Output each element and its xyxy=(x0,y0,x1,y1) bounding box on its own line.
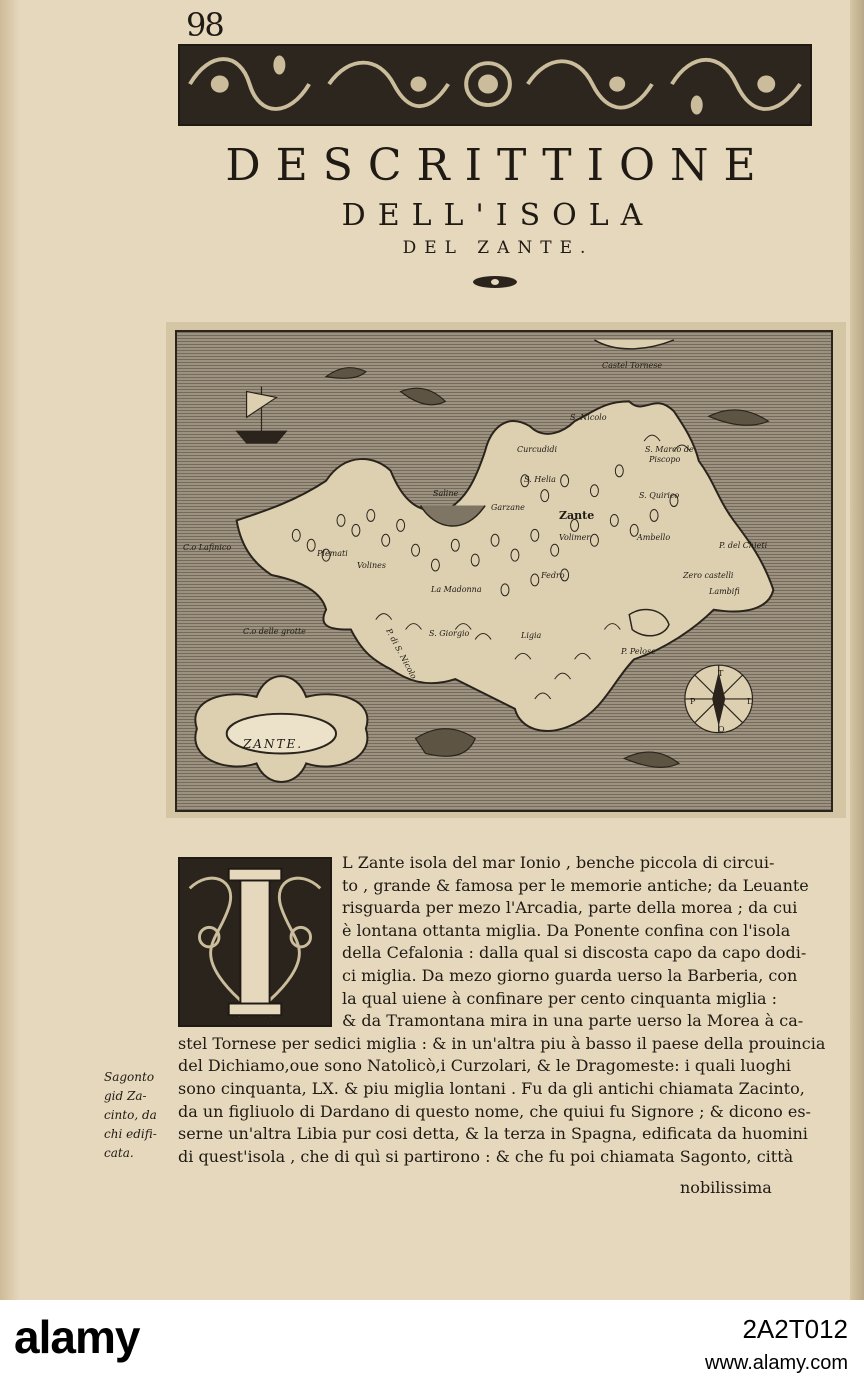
label-s-nicolo-north: S. Nicolo xyxy=(570,413,607,422)
footer-url: www.alamy.com xyxy=(705,1352,848,1374)
page-edge xyxy=(850,0,864,1300)
label-piscopo: Piscopo xyxy=(649,455,681,464)
compass-letter-n: T xyxy=(718,669,724,678)
title-line-1: DESCRITTIONE xyxy=(225,140,771,191)
body-line-14: di quest'isola , che di quì si partirono : & che fu poi chiamata Sagonto, città xyxy=(178,1146,794,1166)
margin-note-line: cinto, da xyxy=(104,1108,157,1122)
body-line-7: la qual uiene à confinare per cento cinquanta miglia : xyxy=(342,988,777,1008)
title-line-3: DEL ZANTE. xyxy=(402,238,594,258)
label-s-quirico: S. Quirico xyxy=(639,491,680,500)
label-s-giorgio: S. Giorgio xyxy=(429,629,470,638)
label-p-pelose: P. Pelose xyxy=(621,647,656,656)
fleuron-ornament xyxy=(470,272,520,292)
compass-letter-w: P xyxy=(690,697,696,706)
margin-note xyxy=(104,1068,176,1163)
gutter-shadow xyxy=(0,0,20,1300)
label-zante: Zante xyxy=(559,509,595,522)
margin-note-line: Sagonto xyxy=(104,1070,155,1084)
compass-letter-s: O xyxy=(718,725,725,734)
map-plate xyxy=(166,322,846,818)
ship-icon xyxy=(237,387,287,444)
label-p-s-nicolo: P. di S. Nicolo xyxy=(384,627,419,681)
label-castel-tornese: Castel Tornese xyxy=(602,361,663,370)
label-zero-castelli: Zero castelli xyxy=(683,571,734,580)
label-plemati: Plemati xyxy=(317,549,348,558)
body-line-10: del Dichiamo,oue sono Natolicò,i Curzolari, & le Dragomeste: i quali luoghi xyxy=(178,1056,792,1076)
page-number: 98 xyxy=(186,6,223,44)
decorated-initial-I xyxy=(178,857,332,1027)
cartouche-ornament xyxy=(195,676,367,782)
catchword: nobilissima xyxy=(680,1178,772,1197)
label-s-marco: S. Marco de xyxy=(645,445,694,454)
label-p-chieti: P. del Chieti xyxy=(719,541,768,550)
body-line-2: to , grande & famosa per le memorie antiche; da Leuante xyxy=(342,875,809,895)
label-garzane: Garzane xyxy=(491,503,525,512)
body-line-6: ci miglia. Da mezo giorno guarda uerso la Barberia, con xyxy=(342,966,798,985)
label-la-madonna: La Madonna xyxy=(431,585,482,594)
map-of-zante xyxy=(175,330,833,812)
body-line-9: stel Tornese per sedici miglia : & in un'altra piu à basso il paese della prouincia xyxy=(178,1033,826,1053)
body-line-4: è lontana ottanta miglia. Da Ponente confina con l'isola xyxy=(342,920,791,940)
alamy-logo: alamy xyxy=(14,1311,140,1363)
ornamental-header-band xyxy=(178,44,812,126)
body-line-5: della Cefalonia : dalla qual si discosta capo da capo dodi- xyxy=(342,943,807,963)
label-c-grotte: C.o delle grotte xyxy=(243,627,306,636)
label-saline: Saline xyxy=(433,489,459,498)
cartouche-title: ZANTE. xyxy=(242,737,304,751)
body-line-13: serne un'altra Libia pur cosi detta, & la terza in Spagna, edificata da huomini xyxy=(178,1124,808,1144)
label-ligia: Ligia xyxy=(521,631,542,640)
label-curcudidi: Curcudidi xyxy=(517,445,558,454)
label-lambifi: Lambifi xyxy=(709,587,740,596)
label-fedro: Fedro xyxy=(541,571,565,580)
body-line-11: sono cinquanta, LX. & piu miglia lontani . Fu da gli antichi chiamata Zacinto, xyxy=(178,1079,805,1098)
margin-note-line: chi edifi- xyxy=(104,1127,157,1141)
label-ambello: Ambello xyxy=(637,533,671,542)
label-c-lafinico: C.o Lafinico xyxy=(183,543,232,552)
body-line-8: & da Tramontana mira in una parte uerso la Morea à ca- xyxy=(342,1011,804,1031)
image-id: 2A2T012 xyxy=(742,1314,848,1344)
body-line-1: L Zante isola del mar Ionio , benche piccola di circui- xyxy=(342,853,775,872)
label-s-helia: S. Helia xyxy=(524,475,556,484)
body-line-3: risguarda per mezo l'Arcadia, parte della morea ; da cui xyxy=(342,898,798,918)
margin-note-line: cata. xyxy=(104,1146,134,1160)
label-volines: Volines xyxy=(357,561,386,570)
castel-tornese-coast xyxy=(594,340,674,349)
compass-letter-e: L xyxy=(747,697,753,706)
body-line-12: da un figliuolo di Dardano di questo nome, che quiui fu Signore ; & dicono es- xyxy=(178,1101,811,1121)
margin-note-line: gid Za- xyxy=(104,1089,147,1103)
label-volimer: Volimer xyxy=(559,533,591,542)
title-line-2: DELL'ISOLA xyxy=(341,198,655,233)
